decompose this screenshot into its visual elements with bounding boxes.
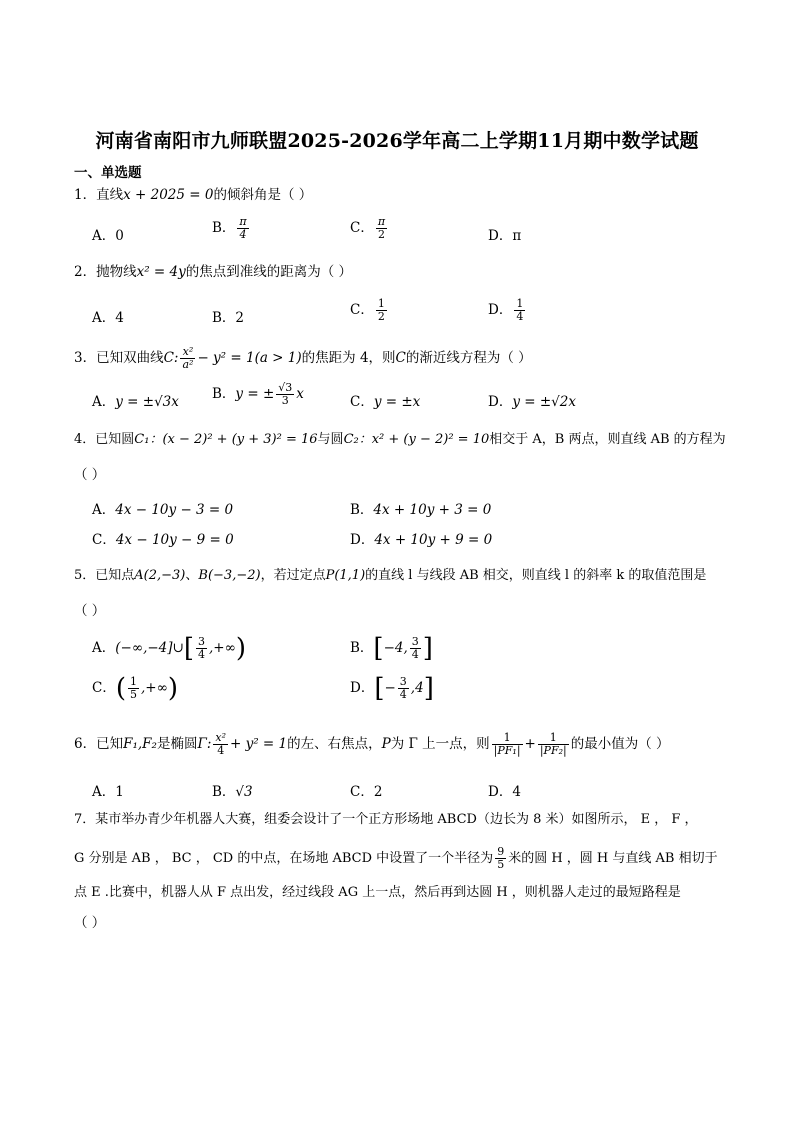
numerator: 1 <box>492 732 523 745</box>
math-expression: ,4 <box>410 680 424 696</box>
plus-sign: + <box>524 736 536 752</box>
option-a <box>92 390 179 410</box>
option-label: A． <box>92 640 116 656</box>
option-label: D． <box>350 532 375 548</box>
option-label: D． <box>488 394 513 410</box>
math-expression: − y² = 1(a > 1) <box>197 350 302 366</box>
denominator: a² <box>182 358 194 371</box>
math-expression: x <box>296 386 304 402</box>
numerator: 1 <box>130 675 137 688</box>
question-stem: 6．已知 <box>74 736 124 752</box>
numerator: π <box>239 215 247 228</box>
math-expression: x² = 4y <box>136 264 186 280</box>
question-stem: 4．已知圆 <box>74 432 135 447</box>
option-label: B． <box>350 502 374 518</box>
math-expression: 4x − 10y − 9 = 0 <box>115 532 234 548</box>
numerator: 9 <box>497 845 505 858</box>
fraction <box>376 216 387 241</box>
math-expression: x + 2025 = 0 <box>123 187 214 203</box>
question-6 <box>74 732 670 757</box>
question-stem: 的直线 l 与线段 AB 相交，则直线 l 的斜率 k 的取值范围是 <box>365 568 707 583</box>
question-stem: 3．已知双曲线 <box>74 350 164 366</box>
math-expression: −4, <box>383 640 408 656</box>
question-stem: 的倾斜角是（ ） <box>213 187 313 203</box>
denominator: 4 <box>516 310 524 323</box>
denominator: |PF₂| <box>539 744 567 757</box>
math-expression: (−∞,−4]∪ <box>115 640 184 656</box>
question-stem: G 分别是 AB ， BC ， CD 的中点，在场地 ABCD 中设置了一个半径为 <box>74 851 494 866</box>
option-label: B． <box>350 640 374 656</box>
math-expression: + y² = 1 <box>230 736 288 752</box>
question-stem: 5．已知点 <box>74 568 135 583</box>
denominator: |PF₁| <box>493 744 521 757</box>
bracket-open: ( <box>115 673 126 704</box>
math-expression: 4x + 10y + 9 = 0 <box>374 532 493 548</box>
option-c: C．2 <box>350 784 383 800</box>
fraction <box>376 298 387 323</box>
option-b <box>350 498 491 518</box>
question-stem: 、 <box>185 568 199 583</box>
math-expression: C₂：x² + (y − 2)² = 10 <box>343 432 490 447</box>
question-5-answer-blank: （ ） <box>74 603 106 619</box>
math-expression: 4x − 10y − 3 = 0 <box>115 502 234 518</box>
denominator: 5 <box>497 858 505 871</box>
question-stem: 的焦点到准线的距离为（ ） <box>185 264 353 280</box>
question-stem: 的焦距为 4，则 <box>301 350 396 366</box>
fraction <box>128 676 139 701</box>
question-4 <box>74 430 726 449</box>
numerator: π <box>377 215 386 228</box>
denominator: 4 <box>411 648 419 661</box>
math-expression: F₁,F₂ <box>123 736 157 752</box>
question-stem: 是椭圆 <box>156 736 198 752</box>
numerator: 1 <box>516 297 524 310</box>
option-label: C． <box>350 394 374 410</box>
math-expression: ,+∞ <box>209 640 236 656</box>
math-expression: P <box>381 736 391 752</box>
question-5 <box>74 566 706 585</box>
numerator: 1 <box>377 297 385 310</box>
fraction <box>398 676 409 701</box>
option-label: C． <box>350 302 374 318</box>
option-d <box>488 390 576 410</box>
math-expression: C₁：(x − 2)² + (y + 3)² = 16 <box>134 432 318 447</box>
question-stem: 1．直线 <box>74 187 124 203</box>
numerator: √3 <box>278 381 293 394</box>
numerator: 3 <box>198 635 206 648</box>
math-expression: Γ: <box>197 736 212 752</box>
option-label: C． <box>350 220 374 236</box>
option-d <box>350 673 434 704</box>
question-1 <box>74 186 312 205</box>
numerator: 3 <box>399 675 407 688</box>
question-stem: 米的圆 H ，圆 H 与直线 AB 相切于 <box>508 851 718 866</box>
question-stem: 的最小值为（ ） <box>570 736 670 752</box>
numerator: x² <box>215 731 226 744</box>
question-7-line-3: 点 E .比赛中，机器人从 F 点出发，经过线段 AG 上一点，然后再到达圆 H ，则机器人走过的最短路程是 <box>74 885 681 900</box>
fraction <box>410 636 421 661</box>
question-stem: 与圆 <box>317 432 344 447</box>
option-label: C． <box>92 532 116 548</box>
question-stem: 为 Γ 上一点，则 <box>390 736 490 752</box>
option-c <box>92 528 234 548</box>
option-b <box>212 780 253 800</box>
question-4-answer-blank: （ ） <box>74 467 106 483</box>
option-d: D．4 <box>488 784 521 800</box>
option-a: A．1 <box>92 784 124 800</box>
denominator: 4 <box>399 688 407 701</box>
denominator: 2 <box>377 310 385 323</box>
option-d <box>488 298 527 323</box>
math-expression: B(−3,−2) <box>198 568 261 583</box>
option-b: B．2 <box>212 310 245 326</box>
bracket-close: ] <box>423 673 434 704</box>
question-7-line-1: 7．某市举办青少年机器人大赛，组委会设计了一个正方形场地 ABCD（边长为 8 米）如图所示， E ， F ， <box>74 812 698 827</box>
numerator: x² <box>180 346 195 359</box>
option-a: A．4 <box>92 310 124 326</box>
option-label: B． <box>212 220 236 236</box>
question-7-answer-blank: （ ） <box>74 915 106 931</box>
section-heading: 一、单选题 <box>74 165 142 181</box>
option-c <box>92 673 179 704</box>
math-expression: A(2,−3) <box>134 568 186 583</box>
option-b <box>350 633 433 664</box>
option-label: A． <box>92 502 116 518</box>
question-stem: ，若过定点 <box>260 568 326 583</box>
fraction <box>237 216 248 241</box>
fraction <box>492 732 523 757</box>
math-expression: y = ±x <box>373 394 421 410</box>
option-label: B． <box>212 386 236 402</box>
question-stem: 的左、右焦点， <box>287 736 382 752</box>
option-label: A． <box>92 394 116 410</box>
math-expression: y = ±√2x <box>512 394 576 410</box>
question-2 <box>74 263 352 282</box>
bracket-open: [ <box>183 633 195 664</box>
numerator: 3 <box>411 635 419 648</box>
fraction <box>213 732 228 757</box>
math-expression: y = ± <box>235 386 275 402</box>
denominator: 3 <box>281 394 289 407</box>
question-stem: 相交于 A，B 两点，则直线 AB 的方程为 <box>489 432 726 447</box>
option-c <box>350 298 389 323</box>
option-c <box>350 390 420 410</box>
bracket-open: [ <box>373 633 384 664</box>
question-7-line-2 <box>74 846 718 871</box>
bracket-open: [ <box>374 673 385 704</box>
option-b <box>212 382 304 407</box>
bracket-close: ] <box>422 633 433 664</box>
question-stem: 2．抛物线 <box>74 264 137 280</box>
math-expression: ,+∞ <box>141 680 168 696</box>
option-a: A．0 <box>92 228 124 244</box>
option-a <box>92 498 233 518</box>
math-expression: 4x + 10y + 3 = 0 <box>373 502 492 518</box>
denominator: 5 <box>130 688 137 701</box>
denominator: 4 <box>217 744 225 757</box>
option-d: D．π <box>488 228 522 244</box>
bracket-close: ) <box>235 633 247 664</box>
option-d <box>350 528 492 548</box>
math-expression: C <box>395 350 406 366</box>
option-c <box>350 216 389 241</box>
question-3 <box>74 346 532 371</box>
math-expression: y = ±√3x <box>115 394 179 410</box>
denominator: 4 <box>239 228 247 241</box>
option-label: D． <box>488 302 513 318</box>
question-stem: 的渐近线方程为（ ） <box>405 350 532 366</box>
option-b <box>212 216 251 241</box>
option-label: C． <box>92 680 116 696</box>
math-expression: − <box>384 680 396 696</box>
option-label: D． <box>350 680 375 696</box>
fraction <box>538 732 569 757</box>
math-expression: √3 <box>235 784 253 800</box>
fraction <box>495 846 506 871</box>
numerator: 1 <box>538 732 569 745</box>
fraction <box>196 636 207 661</box>
math-expression: C: <box>163 350 179 366</box>
option-label: B． <box>212 784 236 800</box>
fraction <box>514 298 525 323</box>
denominator: 4 <box>198 648 206 661</box>
bracket-close: ) <box>167 673 179 704</box>
option-a <box>92 633 247 664</box>
denominator: 2 <box>377 228 385 241</box>
fraction <box>276 382 294 407</box>
page-title: 河南省南阳市九师联盟2025-2026学年高二上学期11月期中数学试题 <box>95 130 699 152</box>
fraction <box>180 346 195 371</box>
math-expression: P(1,1) <box>325 568 366 583</box>
